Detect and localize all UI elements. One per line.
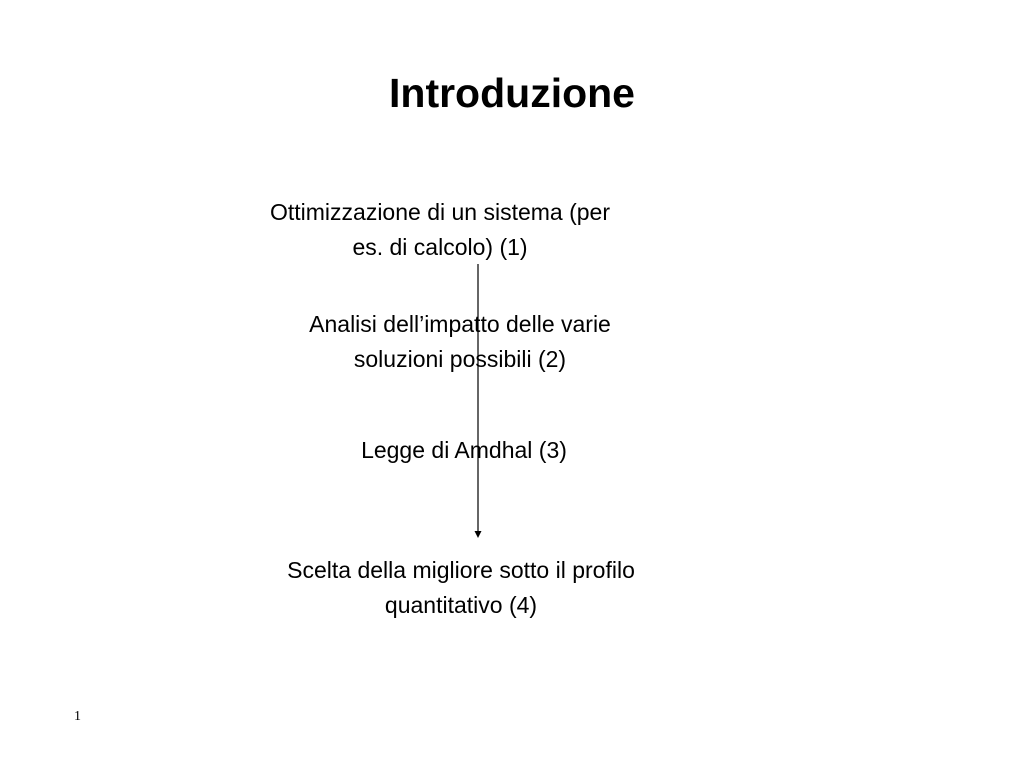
step-impact-analysis-line-2: soluzioni possibili (2) (353, 346, 567, 372)
step-best-choice-line-1: Scelta della migliore sotto il profilo (287, 557, 635, 583)
step-best-choice (211, 553, 711, 623)
step-optimization (190, 195, 690, 265)
step-amdahl-law (214, 433, 714, 468)
page-number: 1 (74, 709, 81, 724)
flow-arrow-head (475, 531, 482, 538)
step-optimization-line-2: es. di calcolo) (1) (352, 234, 528, 260)
step-impact-analysis (210, 307, 710, 377)
step-optimization-line-1: Ottimizzazione di un sistema (per (269, 199, 610, 225)
step-impact-analysis-line-1: Analisi dell’impatto delle varie (309, 311, 611, 337)
step-best-choice-line-2: quantitativo (4) (384, 592, 538, 618)
slide-title: Introduzione (389, 70, 635, 116)
step-amdahl-law-line-1: Legge di Amdhal (3) (361, 437, 567, 463)
